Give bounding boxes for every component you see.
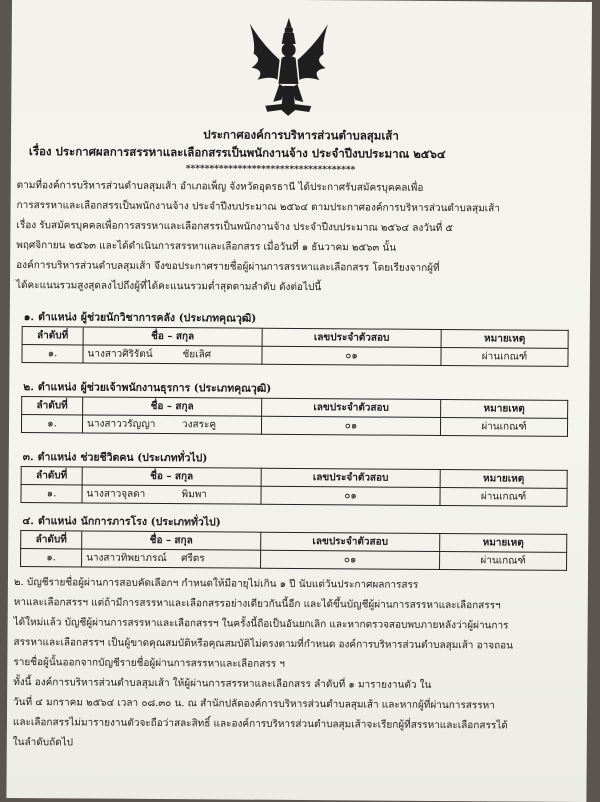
table-row: ๑. นางสาววรัญญา วงสระคู ๐๑ ผ่านเกณฑ์ — [21, 415, 567, 437]
table-header-row: ลำดับที่ ชื่อ – สกุล เลขประจำตัวสอบ หมายเหตุ — [21, 467, 567, 489]
intro-paragraph: ตามที่องค์การบริหารส่วนตำบลสุมเส้า อำเภอเพ็ญ จังหวัดอุดรธานี ได้ประกาศรับสมัครบุคคลเพื่อ การสรรหาและเลือกสรรเป็นพนักงานจ้าง ประจำปีงบประมาณ ๒๕๖๔ ตามประกาศองค์การบริหารส่วนตำบลสุมเส้า เรื่อง รับสมัครบุคคลเพื่อการสรรหาและเลือกสรรเป็นพนักงานจ้าง ประจำปีงบประมาณ ๒๕๖๔ ลงวันที่ ๕ พฤศจิกายน ๒๕๖๓ และได้ดำเนินการสรรหาและเลือกสรร เมื่อวันที่ ๑ ธันวาคม ๒๕๖๓ นั้น — [16, 180, 500, 254]
announcement-subject: เรื่อง ประกาศผลการสรรหาและเลือกสรรเป็นพนักงานจ้าง ประจำปีงบประมาณ ๒๕๖๔ — [28, 144, 446, 162]
report-clause: ทั้งนี้ องค์การบริหารส่วนตำบลสุมเส้า ให้ผู้ผ่านการสรรหาและเลือกสรร ลำดับที่ ๑ มารายงานตัว ใน วันที่ ๔ มกราคม ๒๕๖๔ เวลา ๐๘.๓๐ น. ณ สำนักปลัดองค์การบริหารส่วนตำบลสุมเส้า และหากผู้ที่ผ่านการสรรหา และเลือกสรรไม่มารายงานตัวจะถือว่าสละสิทธิ์ และองค์การบริหารส่วนตำบลสุมเส้าจะเรียกผู้ที่สรรหาและเลือกสรรได้ ในลำดับถัดไป — [12, 677, 508, 749]
validity-clause: ๒. บัญชีรายชื่อผู้ผ่านการสอบคัดเลือกฯ กำหนดให้มีอายุไม่เกิน ๑ ปี นับแต่วันประกาศผลการสรร หาและเลือกสรรฯ แต่ถ้ามีการสรรหาและเลือกสรรอย่างเดียวกันนี้อีก และได้ขึ้นบัญชีผู้ผ่านการสรรหาและเลือกสรรฯ ได้ใหม่แล้ว บัญชีผู้ผ่านการสรรหาและเลือกสรรฯ ในครั้งนี้ถือเป็นอันยกเลิก และหากตรวจสอบพบภายหลังว่าผู้ผ่านการ สรรหาและเลือกสรรฯ เป็นผู้ขาดคุณสมบัติหรือคุณสมบัติไม่ตรงตามที่กำหนด องค์การบริหารส่วนตำบลสุมเส้า อาจถอน รายชื่อผู้นั้นออกจากบัญชีรายชื่อผู้ผ่านการสรรหาและเลือกสรร ฯ — [13, 577, 514, 670]
table-header-row: ลำดับที่ ชื่อ – สกุล เลขประจำตัวสอบ หมายเหตุ — [22, 397, 568, 419]
position-heading: ๑. ตำแหน่ง ผู้ช่วยนักวิชาการคลัง (ประเภทคุณวุฒิ) — [23, 311, 257, 325]
garuda-emblem-icon — [243, 14, 334, 120]
table-row: ๑. นางสาวจุลดา พิมพา ๐๑ ผ่านเกณฑ์ — [21, 485, 567, 507]
position-heading: ๔. ตำแหน่ง นักการภารโรง (ประเภททั่วไป) — [22, 515, 221, 529]
results-table — [20, 530, 567, 571]
table-header-row: ลำดับที่ ชื่อ – สกุล เลขประจำตัวสอบ หมายเหตุ — [21, 531, 567, 553]
results-table — [21, 326, 568, 367]
position-heading: ๒. ตำแหน่ง ผู้ช่วยเจ้าพนักงานธุรการ (ประเภทคุณวุฒิ) — [23, 381, 272, 395]
position-heading: ๓. ตำแหน่ง ช่วยชีวิตคน (ประเภททั่วไป) — [22, 451, 208, 465]
announce-paragraph: องค์การบริหารส่วนตำบลสุมเส้า จึงขอประกาศรายชื่อผู้ผ่านการสรรหาและเลือกสรร โดยเรียงจากผู้ที่ ได้คะแนนรวมสูงสุดลงไปถึงผู้ที่ได้คะแนนรวมต่ำสุดตามลำดับ ดังต่อไปนี้ — [15, 260, 440, 294]
star-divider: ************************************ — [185, 164, 356, 176]
table-header-row: ลำดับที่ ชื่อ – สกุล เลขประจำตัวสอบ หมายเหตุ — [22, 327, 568, 349]
results-table — [20, 466, 567, 507]
table-row: ๑. นางสาวศิริรัตน์ ชัยเลิศ ๐๑ ผ่านเกณฑ์ — [22, 345, 568, 367]
results-table — [21, 396, 568, 437]
announcement-title: ประกาศองค์การบริหารส่วนตำบลสุมเส้า — [203, 127, 399, 143]
table-row: ๑. นางสาวทิพยาภรณ์ ศรีตร ๐๑ ผ่านเกณฑ์ — [21, 549, 567, 571]
document-page — [6, 0, 592, 802]
